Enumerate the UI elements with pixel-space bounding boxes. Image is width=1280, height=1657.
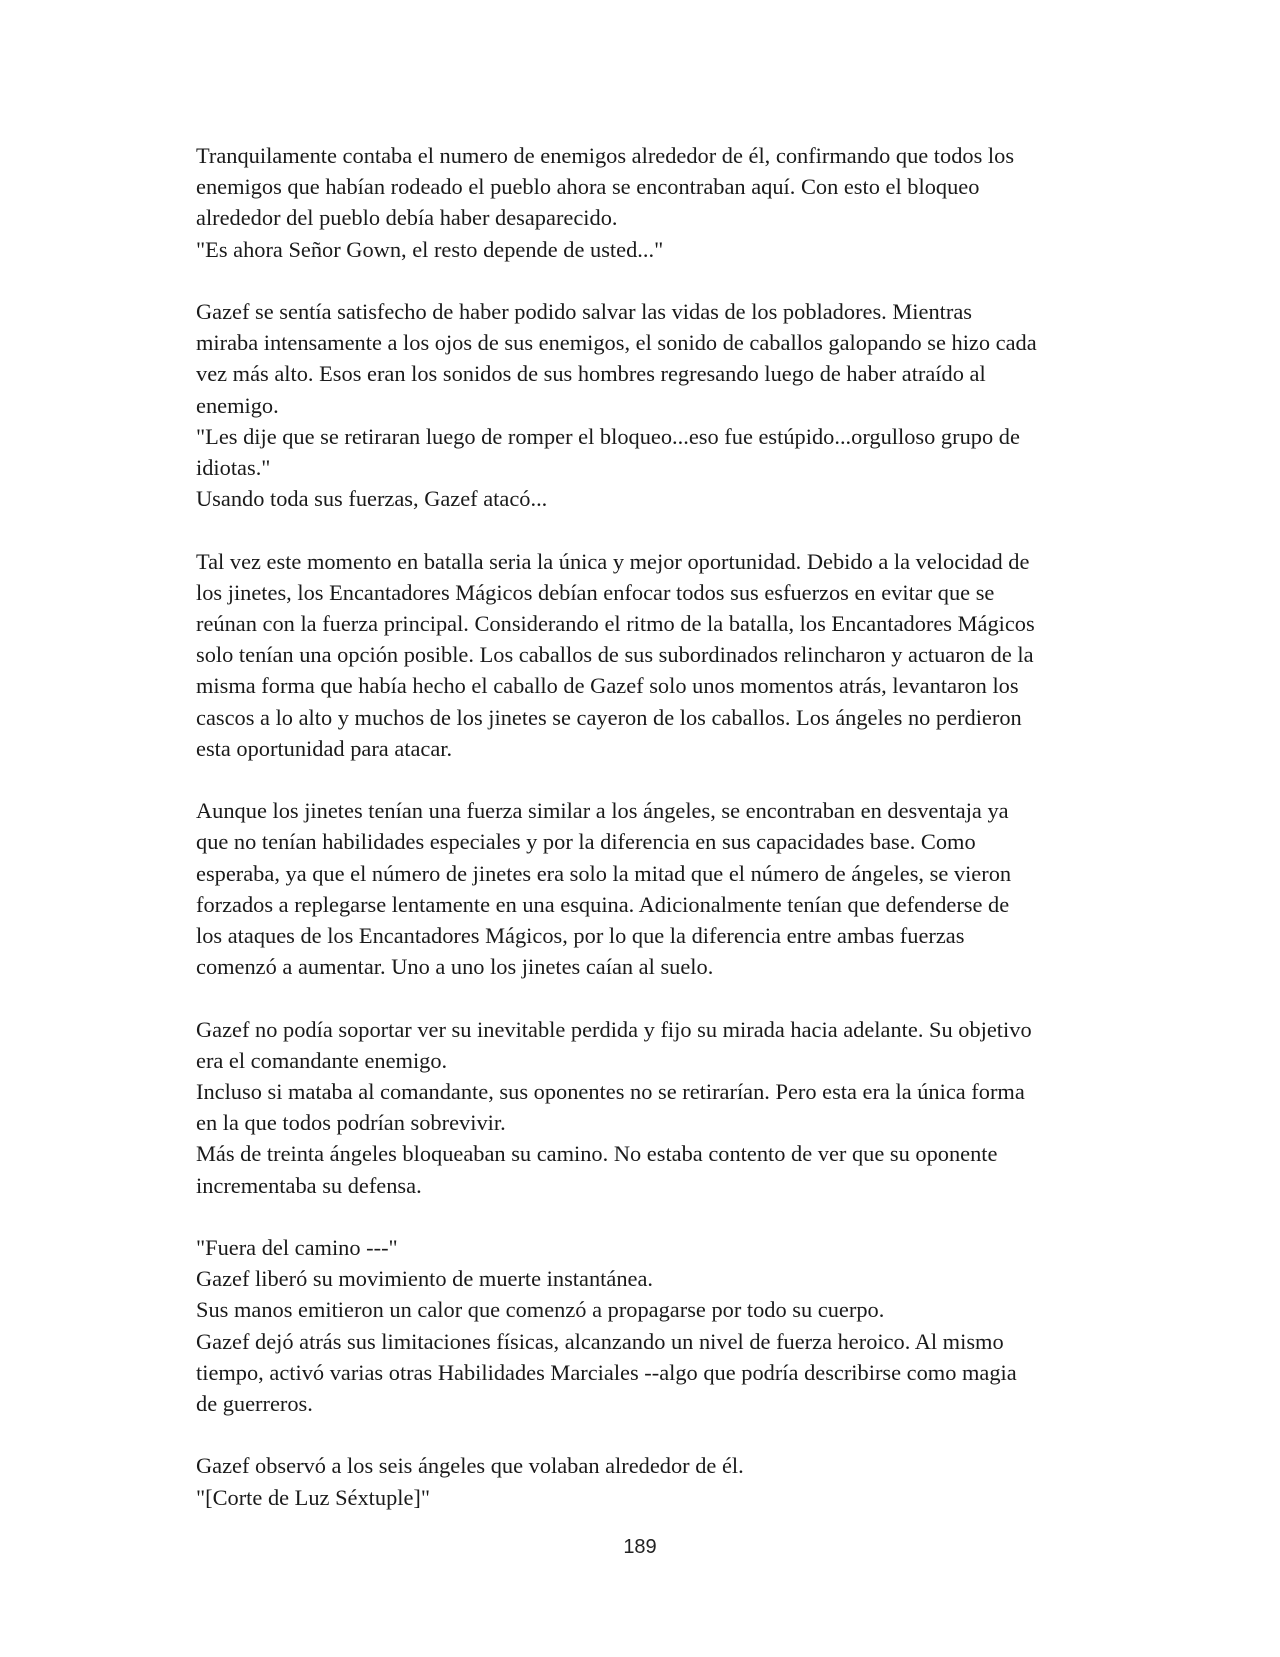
text-line: Gazef observó a los seis ángeles que volaban alrededor de él. [196,1453,744,1479]
text-line: esta oportunidad para atacar. [196,735,453,761]
text-line: "Es ahora Señor Gown, el resto depende de usted..." [196,236,664,262]
text-line: reúnan con la fuerza principal. Considerando el ritmo de la batalla, los Encantadores Mágicos [196,611,1035,637]
text-line: solo tenían una opción posible. Los caballos de sus subordinados relincharon y actuaron de la [196,642,1034,668]
text-line: que no tenían habilidades especiales y por la diferencia en sus capacidades base. Como [196,829,976,855]
paragraph [196,1232,1096,1419]
page-body [196,140,1096,1544]
text-line: Gazef dejó atrás sus limitaciones físicas, alcanzando un nivel de fuerza heroico. Al mismo [196,1328,1004,1354]
paragraph [196,296,1096,514]
paragraph [196,1014,1096,1201]
text-line: misma forma que había hecho el caballo de Gazef solo unos momentos atrás, levantaron los [196,673,1019,699]
text-line: miraba intensamente a los ojos de sus enemigos, el sonido de caballos galopando se hizo cada [196,330,1037,356]
page-number: 189 [623,1536,657,1558]
text-line: vez más alto. Esos eran los sonidos de sus hombres regresando luego de haber atraído al [196,361,986,387]
text-line: Incluso si mataba al comandante, sus oponentes no se retirarían. Pero esta era la única forma [196,1079,1025,1105]
paragraph [196,546,1096,764]
text-line: "Fuera del camino ---" [196,1235,398,1261]
paragraph [196,795,1096,982]
text-line: enemigo. [196,392,279,418]
paragraph [196,140,1096,265]
text-line: en la que todos podrían sobrevivir. [196,1110,506,1136]
text-line: comenzó a aumentar. Uno a uno los jinetes caían al suelo. [196,954,714,980]
text-line: Gazef liberó su movimiento de muerte instantánea. [196,1266,653,1292]
text-line: tiempo, activó varias otras Habilidades Marciales --algo que podría describirse como magia [196,1359,1017,1385]
text-line: Aunque los jinetes tenían una fuerza similar a los ángeles, se encontraban en desventaja ya [196,798,1009,824]
text-line: Tranquilamente contaba el numero de enemigos alrededor de él, confirmando que todos los [196,143,1015,168]
paragraph [196,1450,1096,1512]
text-line: alrededor del pueblo debía haber desaparecido. [196,205,618,231]
text-line: Sus manos emitieron un calor que comenzó a propagarse por todo su cuerpo. [196,1297,885,1323]
text-line: Gazef no podía soportar ver su inevitable perdida y fijo su mirada hacia adelante. Su objetivo [196,1016,1032,1042]
text-line: de guerreros. [196,1391,313,1417]
text-line: esperaba, ya que el número de jinetes era solo la mitad que el número de ángeles, se vieron [196,860,1012,886]
text-line: era el comandante enemigo. [196,1047,448,1073]
text-line: "[Corte de Luz Séxtuple]" [196,1484,431,1510]
text-line: idiotas." [196,455,271,481]
text-line: Tal vez este momento en batalla seria la única y mejor oportunidad. Debido a la velocidad de [196,548,1030,574]
text-line: enemigos que habían rodeado el pueblo ahora se encontraban aquí. Con esto el bloqueo [196,174,980,200]
text-line: Más de treinta ángeles bloqueaban su camino. No estaba contento de ver que su oponente [196,1141,998,1167]
text-line: Usando toda sus fuerzas, Gazef atacó... [196,486,548,512]
text-line: "Les dije que se retiraran luego de romper el bloqueo...eso fue estúpido...orgulloso grupo de [196,423,1020,449]
text-line: los ataques de los Encantadores Mágicos, por lo que la diferencia entre ambas fuerzas [196,923,965,949]
text-line: forzados a replegarse lentamente en una esquina. Adicionalmente tenían que defenderse de [196,891,1010,917]
text-line: Gazef se sentía satisfecho de haber podido salvar las vidas de los pobladores. Mientras [196,299,972,324]
text-line: incrementaba su defensa. [196,1172,422,1198]
text-line: cascos a lo alto y muchos de los jinetes se cayeron de los caballos. Los ángeles no perdieron [196,704,1022,730]
text-line: los jinetes, los Encantadores Mágicos debían enfocar todos sus esfuerzos en evitar que se [196,579,995,605]
